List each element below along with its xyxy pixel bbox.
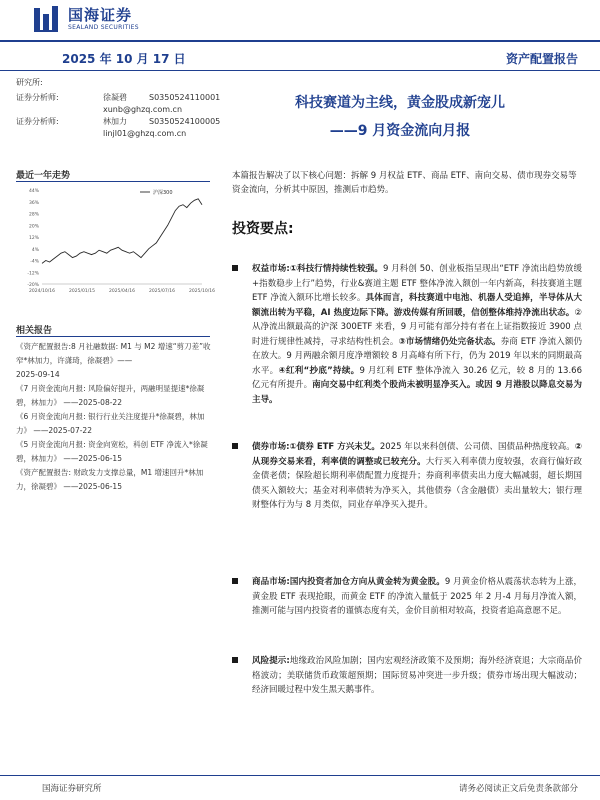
y-tick-label: 28%: [28, 212, 39, 218]
analyst-row: [0, 93, 230, 105]
point-label: 商品市场:: [252, 577, 290, 587]
analyst-email-row: [0, 129, 230, 141]
related-item-date: ——2025-06-15: [63, 482, 122, 491]
analyst-cert: S0350524110001: [149, 93, 221, 102]
x-tick-label: 2025/01/15: [69, 289, 95, 294]
point-body: 9 月红利 ETF 整体净流入 30.26 亿元，较 8 月的 13.66 亿元有所提升。: [252, 365, 582, 390]
y-tick-label: -20%: [27, 283, 39, 288]
bullet-icon: [232, 578, 238, 584]
related-list: [16, 340, 216, 494]
point-text: [252, 262, 582, 407]
related-item[interactable]: [16, 382, 216, 410]
analyst-name: 林加力: [103, 117, 127, 126]
logo-en-text: SEALAND SECURITIES: [68, 23, 139, 31]
point-label: 债券市场:: [252, 442, 290, 452]
x-tick-label: 2025/04/16: [109, 289, 135, 294]
related-item[interactable]: [16, 410, 216, 438]
investment-title: 投资要点:: [232, 221, 294, 237]
point-emphasis: ①债券 ETF 方兴未艾。: [289, 442, 380, 452]
trend-chart: [16, 184, 216, 302]
x-tick-label: 2024/10/16: [29, 289, 55, 294]
point-text: [252, 654, 582, 698]
related-item[interactable]: [16, 438, 216, 466]
y-tick-label: 36%: [28, 200, 39, 206]
point-bond: [232, 440, 582, 513]
point-risk: [232, 654, 582, 698]
point-body: 9 月黄金价格从震荡状态转为上涨，黄金股 ETF 表现抢眼，而黄金 ETF 的净流入量低于 2025 年 2 月-4 月每月净流入额，推测可能与国内投资者的谨慎态度有关，金价目前相对较高，投资者追高意愿不足。: [252, 577, 582, 616]
related-divider: [16, 336, 210, 337]
y-tick-label: -4%: [30, 259, 39, 265]
analyst-name: 徐凝碧: [103, 93, 127, 102]
analyst-email-row: [0, 105, 230, 117]
trend-divider: [16, 181, 210, 182]
bullet-icon: [232, 443, 238, 449]
y-tick-label: 44%: [28, 189, 39, 194]
report-summary: 本篇报告解决了以下核心问题：拆解 9 月权益 ETF、商品 ETF、南向交易、债市现券交易等资金流向，分析其中原因，推测后市趋势。: [232, 171, 577, 195]
point-emphasis: ①科技行情持续性较强。: [289, 264, 383, 274]
y-tick-label: -12%: [27, 271, 39, 277]
y-tick-label: 20%: [28, 224, 39, 230]
related-item[interactable]: [16, 466, 216, 494]
bullet-icon: [232, 657, 238, 663]
trend-title: 最近一年走势: [16, 171, 71, 181]
point-body: 地缘政治风险加剧；国内宏观经济政策不及预期；海外经济衰退；大宗商品价格波动；美联储货币政策超预期；国际贸易冲突进一步升级；债券市场出现大幅波动；经济回暖过程中发生黑天鹅事件。: [252, 656, 582, 695]
point-body: 2025 年以来科创债、公司债、国债品种热度较高。: [379, 442, 575, 452]
analyst-email[interactable]: xunb@ghzq.com.cn: [103, 105, 183, 114]
x-tick-label: 2025/07/16: [149, 289, 175, 294]
related-item-date: ——2025-07-22: [33, 426, 92, 435]
analyst-label: 证券分析师:: [16, 117, 59, 126]
point-emphasis: ②从现券交易来看，利率债的调整或已较充分。: [252, 442, 582, 467]
related-item-date: 2025-09-14: [16, 370, 60, 379]
related-item[interactable]: [16, 340, 216, 382]
analyst-cert: S0350524100005: [149, 117, 221, 126]
related-item-text: 《6 月资金流向月报: 银行行业关注度提升*徐凝碧，林加力》: [16, 412, 205, 435]
point-emphasis: 具体而言，科技赛道中电池、机器人受追捧，半导体从大额流出转为平稳，AI 热度边际下降。游戏传媒有所回暖，信创整体维持净流出状态。: [252, 293, 582, 318]
point-body: 9 月科创 50、创业板指呈现出“ETF 净流出趋势放缓+指数稳步上行”趋势，行业&赛道主题 ETF 整体净流入额创一年内新高，科技赛道主题 ETF 净流入额环比增长较多。: [252, 264, 583, 303]
related-title: 相关报告: [16, 326, 53, 336]
report-type: 资产配置报告: [505, 52, 578, 66]
related-item-text: 《7 月资金流向月报: 风险偏好提升，两融明显提速*徐凝碧，林加力》: [16, 384, 205, 407]
subheader-divider: [0, 70, 600, 71]
point-text: [252, 575, 582, 619]
point-body: 券商 ETF 净流入额仍在放大。9 月两融余额月度净增额较 8 月高峰有所下行，仍为 2019 年以来的同期最高水平。: [252, 336, 583, 376]
bullet-icon: [232, 265, 238, 271]
analyst-email[interactable]: linjl01@ghzq.com.cn: [103, 129, 187, 138]
point-emphasis: ③市场情绪仍处完备状态。: [398, 336, 501, 347]
report-date: 2025 年 10 月 17 日: [62, 52, 186, 66]
analyst-row: [0, 117, 230, 129]
point-equity: [232, 262, 582, 407]
logo-mark-icon: [32, 4, 62, 34]
footer-disclaimer: 请务必阅读正文后免责条款部分: [458, 784, 578, 794]
related-item-text: 《资产配置报告: 财政发力支撑总量，M1 增速回升*林加力，徐凝碧》: [16, 468, 204, 491]
report-title: 科技赛道为主线，黄金股成新宠儿: [295, 95, 505, 111]
y-tick-label: 12%: [28, 236, 39, 241]
x-tick-label: 2025/10/16: [189, 289, 215, 294]
brand-logo: [32, 2, 139, 36]
y-tick-label: 4%: [31, 247, 39, 253]
analyst-label: 证券分析师:: [16, 93, 59, 102]
related-item-text: 《资产配置报告:8 月社融数据: M1 与 M2 增速“剪刀差”收窄*林加力，许潇琦，徐凝碧》——: [16, 342, 211, 365]
footer-org: 国海证券研究所: [42, 784, 102, 794]
point-commodity: [232, 575, 582, 619]
footer-divider: [0, 775, 600, 776]
point-text: [252, 440, 582, 513]
point-label: 权益市场:: [252, 264, 290, 274]
related-item-text: 《5 月资金流向月报: 资金向宽松，科创 ETF 净流入*徐凝碧，林加力》: [16, 440, 208, 463]
series-line-hs300: [42, 199, 202, 264]
point-emphasis: ④红利“抄底”持续。: [278, 365, 360, 376]
point-body: 大行买入利率债力度较强，农商行偏好政金债老债；保险超长期利率债配置力度提升；券商利率债卖出力度大幅减弱，超长期国债买入额较大；基金对利率债转为净买入，其他债券（含金融债）卖出量较大；银行理财整体行为与 8 月类似，同业存单净买入提升。: [252, 456, 582, 510]
report-subtitle: ——9 月资金流向月报: [329, 123, 471, 139]
header-divider: [0, 40, 600, 42]
logo-cn-text: 国海证券: [68, 5, 133, 24]
research-label: 研究所:: [16, 78, 43, 87]
related-item-date: ——2025-06-15: [63, 454, 122, 463]
trend-chart-svg: [16, 184, 216, 302]
legend-label: 沪深300: [153, 190, 173, 196]
related-item-date: ——2025-08-22: [63, 398, 122, 407]
point-emphasis: 南向交易中红利类个股尚未被明显净买入。或因 9 月港股以降息交易为主导。: [252, 380, 582, 405]
point-label: 风险提示:: [252, 656, 290, 666]
point-body: ②从净流出额最高的沪深 300ETF 来看，9 月可能有部分持有者在上证指数接近 3900 点时进行规律性减持，寻求结构性机会。: [252, 307, 582, 347]
point-emphasis: 国内投资者加仓方向从黄金转为黄金股。: [289, 577, 445, 587]
